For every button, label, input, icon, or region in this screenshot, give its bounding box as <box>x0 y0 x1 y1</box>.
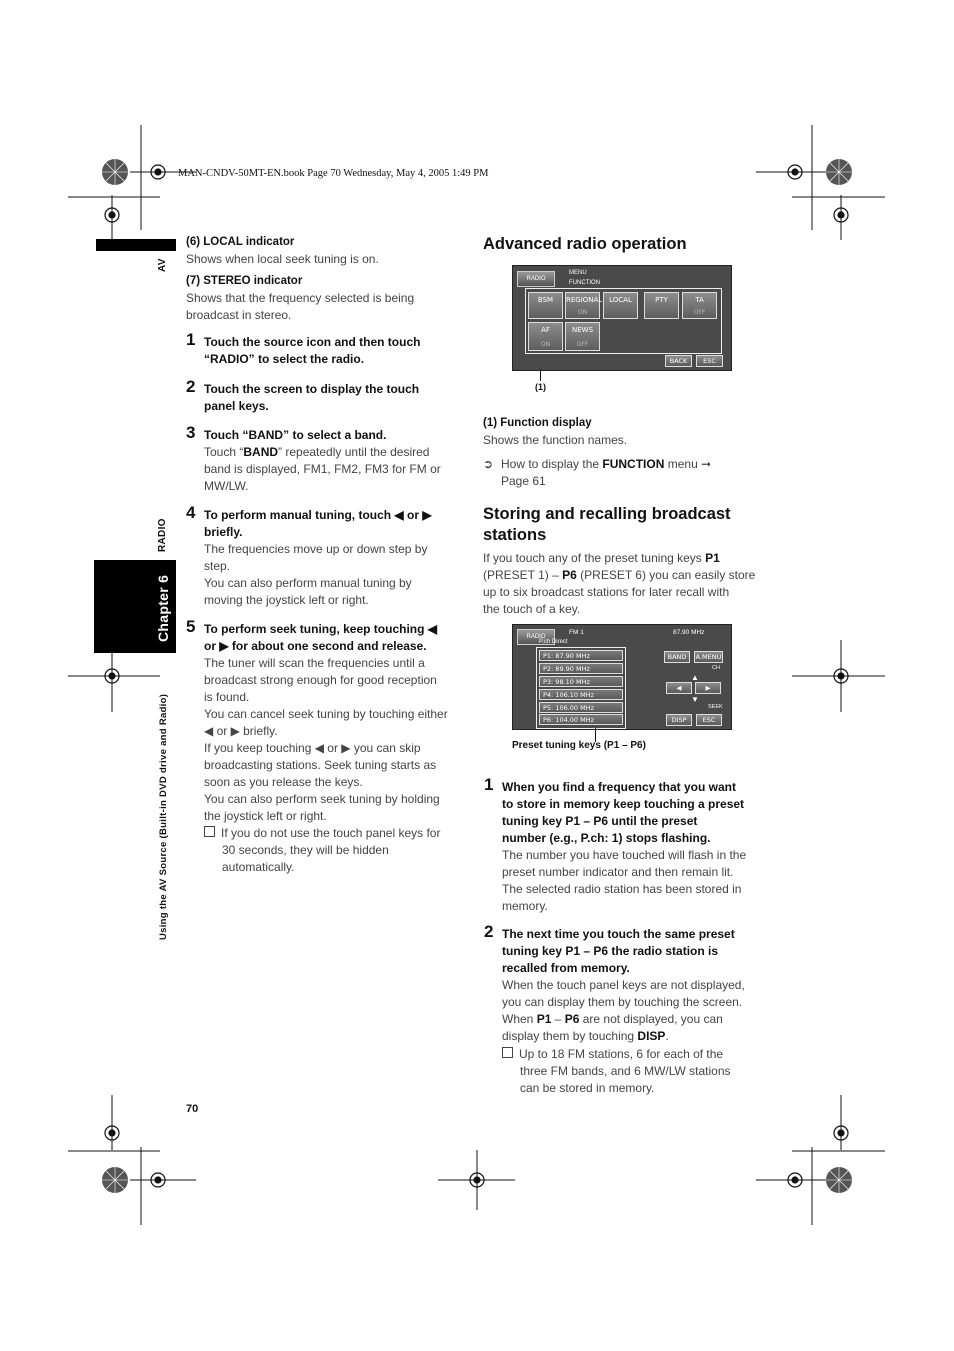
menu-title: MENU <box>569 270 587 276</box>
local-heading: (6) LOCAL indicator <box>186 236 295 248</box>
seek-label: SEEK <box>708 704 723 710</box>
section-label: Using the AV Source (Built-in DVD drive and Radio) <box>158 693 169 940</box>
radio-source-icon: RADIO <box>517 271 555 287</box>
note-checkbox-icon-2 <box>502 1047 513 1058</box>
preset-key-p3[interactable]: P3: 98.10 MHz <box>539 676 623 687</box>
store-step-1-number: 1 <box>484 775 494 794</box>
function-display-desc: (1) Function display Shows the function names. ➲ How to display the FUNCTION menu ➞ Page 61 <box>483 417 712 488</box>
pch-direct: P.ch Direct <box>539 639 568 645</box>
back-key[interactable]: BACK <box>665 355 692 367</box>
stereo-heading: (7) STEREO indicator <box>186 275 303 287</box>
note-checkbox-icon <box>204 826 215 837</box>
stereo-desc-1: Shows that the frequency selected is being <box>186 291 415 305</box>
function-title: FUNCTION <box>569 280 600 286</box>
preset-caption: Preset tuning keys (P1 – P6) <box>512 740 646 751</box>
step-2-text: Touch the screen to display the touch panel keys. <box>204 382 420 413</box>
frequency-display: 87.90 MHz <box>673 629 705 636</box>
right-note: Up to 18 FM stations, 6 for each of the three FM bands, and 6 MW/LW stations can be stored in memory. <box>502 1046 764 1097</box>
amenu-key[interactable]: A.MENU <box>695 653 722 661</box>
step-1-number: 1 <box>186 330 196 349</box>
esc-key[interactable]: ESC <box>696 355 723 367</box>
step-4-number: 4 <box>186 503 196 522</box>
up-arrow-icon[interactable]: ▲ <box>691 673 699 682</box>
side-label-av: AV <box>157 258 168 272</box>
step-5-number: 5 <box>186 617 196 636</box>
step-4: To perform manual tuning, touch ◀ or ▶ briefly. The frequencies move up or down step by step. You can also perform manual tuning by moving the joystick left or right. <box>204 508 432 607</box>
step-1-text: Touch the source icon and then touch “RADIO” to select the radio. <box>204 335 421 366</box>
store-step-1: When you find a frequency that you want to store in memory keep touching a preset tuning key P1 – P6 until the preset number (e.g., P.ch: 1) stops flashing. The number you have touched will flash in the preset number indicator and then remain lit. The selected radio station has been stored in memory. <box>502 780 747 913</box>
store-step-2: The next time you touch the same preset tuning key P1 – P6 the radio station is recalled from memory. When the touch panel keys are not displayed, you can display them by touching the screen. When P1 – P6 are not displayed, you can display them by touching DISP. <box>502 927 745 1043</box>
seek-right-key[interactable]: ▶ <box>695 682 721 694</box>
local-desc: Shows when local seek tuning is on. <box>186 252 379 266</box>
step-3-number: 3 <box>186 423 196 442</box>
chapter-tab-bar <box>96 239 176 251</box>
band-key[interactable]: BAND <box>664 651 690 663</box>
function-menu-screenshot <box>512 265 732 371</box>
page-number: 70 <box>186 1103 199 1115</box>
local-key[interactable]: LOCAL <box>603 292 638 319</box>
preset-key-p1[interactable]: P1: 87.90 MHz <box>539 650 623 661</box>
print-header: MAN-CNDV-50MT-EN.book Page 70 Wednesday, May 4, 2005 1:49 PM <box>178 168 489 179</box>
preset-key-p6[interactable]: P6: 104.00 MHz <box>539 714 623 725</box>
store-step-2-number: 2 <box>484 922 494 941</box>
pty-key[interactable]: PTY <box>644 292 679 319</box>
step-2-number: 2 <box>186 377 196 396</box>
regional-key[interactable]: REGIONAL ON <box>565 292 600 319</box>
af-key[interactable]: AF ON <box>528 322 563 351</box>
radio-source-icon-2: RADIO <box>517 629 555 645</box>
reference-arrow-icon: ➲ <box>483 457 494 471</box>
preset-key-p4[interactable]: P4: 106.10 MHz <box>539 689 623 700</box>
chapter-label: Chapter 6 <box>155 574 171 642</box>
callout-line-1 <box>540 369 541 381</box>
preset-key-p2[interactable]: P2: 89.90 MHz <box>539 663 623 674</box>
seek-left-key[interactable]: ◀ <box>666 682 692 694</box>
storing-intro: If you touch any of the preset tuning keys P1 (PRESET 1) – P6 (PRESET 6) you can easily store up to six broadcast stations for later recall with the touch of a key. <box>483 551 756 616</box>
disp-key[interactable]: DISP <box>666 714 692 726</box>
heading-storing: Storing and recalling broadcast stations <box>483 505 731 544</box>
step-3: Touch “BAND” to select a band. Touch “BAND” repeatedly until the desired band is displayed, FM1, FM2, FM3 for FM or MW/LW. <box>204 428 441 493</box>
news-key[interactable]: NEWS OFF <box>565 322 600 351</box>
preset-key-p5[interactable]: P5: 106.00 MHz <box>539 702 623 713</box>
ch-label: CH <box>712 665 720 671</box>
step-5: To perform seek tuning, keep touching ◀ or ▶ for about one second and release. The tuner will scan the frequencies until a broadcast strong enough for good reception is found. You can cancel seek tuning by touching either ◀ or ▶ briefly. If you keep touching ◀ or ▶ you can skip broadcasting stations. Seek tuning starts as soon as you release the keys. You can also perform seek tuning by holding the joystick left or right. <box>204 622 448 823</box>
bsm-key[interactable]: BSM <box>528 292 563 319</box>
down-arrow-icon[interactable]: ▼ <box>691 695 699 704</box>
stereo-desc-2: broadcast in stereo. <box>186 308 292 322</box>
side-label-radio: RADIO <box>157 518 168 552</box>
left-note: If you do not use the touch panel keys for 30 seconds, they will be hidden automatically. <box>204 825 466 876</box>
esc-key-2[interactable]: ESC <box>696 714 722 726</box>
callout-1-label: (1) <box>535 382 546 392</box>
preset-screen-screenshot <box>512 624 732 730</box>
left-column <box>186 234 466 324</box>
band-display: FM 1 <box>569 629 584 636</box>
heading-advanced-radio: Advanced radio operation <box>483 235 687 253</box>
ta-key[interactable]: TA OFF <box>682 292 717 319</box>
